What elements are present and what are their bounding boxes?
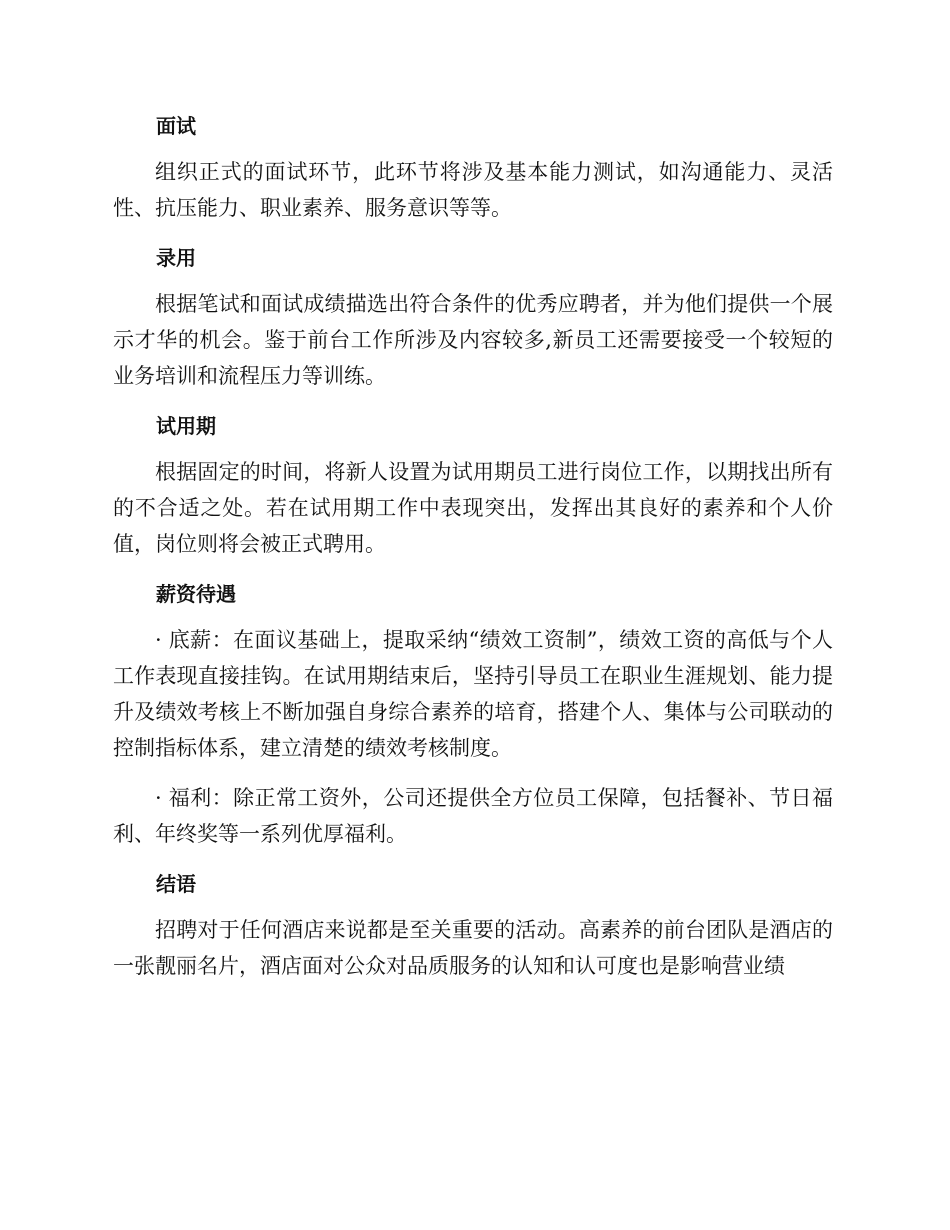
paragraph: 根据固定的时间，将新人设置为试用期员工进行岗位工作，以期找出所有的不合适之处。若在试用期工作中表现突出，发挥出其良好的素养和个人价值，岗位则将会被正式聘用。	[113, 460, 833, 556]
section-heading: 面试	[156, 114, 196, 138]
section-heading: 录用	[156, 246, 196, 270]
paragraph: 根据笔试和面试成绩描选出符合条件的优秀应聘者，并为他们提供一个展示才华的机会。鉴于前台工作所涉及内容较多,新员工还需要接受一个较短的业务培训和流程压力等训练。	[113, 292, 833, 388]
paragraph-base-salary: · 底薪：在面议基础上，提取采纳“绩效工资制”，绩效工资的高低与个人工作表现直接挂钩。在试用期结束后，坚持引导员工在职业生涯规划、能力提升及绩效考核上不断加强自身综合素养的培育，搭建个人、集体与公司联动的控制指标体系，建立清楚的绩效考核制度。	[113, 628, 833, 760]
paragraph-benefits: · 福利：除正常工资外，公司还提供全方位员工保障，包括餐补、节日福利、年终奖等一系列优厚福利。	[113, 786, 833, 846]
section-interview	[113, 108, 833, 226]
document-page	[113, 108, 833, 998]
section-hiring	[113, 240, 833, 394]
paragraph: 组织正式的面试环节，此环节将涉及基本能力测试，如沟通能力、灵活性、抗压能力、职业素养、服务意识等等。	[113, 160, 833, 220]
section-heading: 薪资待遇	[156, 582, 236, 606]
section-probation	[113, 408, 833, 562]
section-heading: 结语	[156, 872, 196, 896]
section-heading: 试用期	[156, 414, 216, 438]
paragraph: 招聘对于任何酒店来说都是至关重要的活动。高素养的前台团队是酒店的一张靓丽名片，酒店面对公众对品质服务的认知和认可度也是影响营业绩	[113, 918, 833, 978]
section-conclusion	[113, 866, 833, 984]
section-compensation	[113, 576, 833, 852]
